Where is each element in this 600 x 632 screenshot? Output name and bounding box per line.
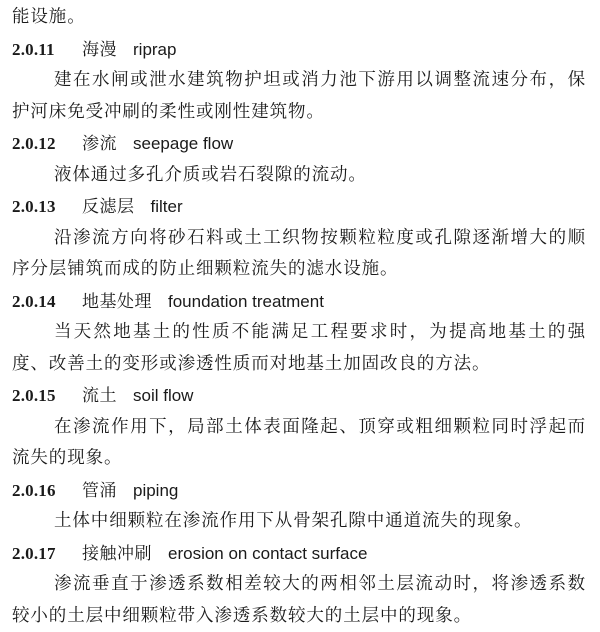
term-chinese: 反滤层 xyxy=(82,192,135,223)
term-chinese: 管涌 xyxy=(82,476,117,507)
term-number: 2.0.14 xyxy=(12,286,82,318)
term-entry xyxy=(12,34,586,129)
term-definition: 液体通过多孔介质或岩石裂隙的流动。 xyxy=(12,160,586,192)
term-number: 2.0.12 xyxy=(12,128,82,160)
term-heading xyxy=(12,286,586,318)
term-entry xyxy=(12,286,586,381)
term-english: seepage flow xyxy=(133,128,233,160)
term-number: 2.0.15 xyxy=(12,380,82,412)
term-number: 2.0.13 xyxy=(12,191,82,223)
term-heading xyxy=(12,128,586,160)
term-entry xyxy=(12,128,586,191)
term-definition: 土体中细颗粒在渗流作用下从骨架孔隙中通道流失的现象。 xyxy=(12,506,586,538)
term-number: 2.0.16 xyxy=(12,475,82,507)
term-english: riprap xyxy=(133,34,176,66)
term-entry xyxy=(12,538,586,632)
term-number: 2.0.11 xyxy=(12,34,82,66)
term-english: foundation treatment xyxy=(168,286,324,318)
term-heading xyxy=(12,475,586,507)
term-chinese: 海漫 xyxy=(82,35,117,66)
term-heading xyxy=(12,191,586,223)
term-chinese: 接触冲刷 xyxy=(82,539,152,570)
term-english: filter xyxy=(151,191,183,223)
term-chinese: 地基处理 xyxy=(82,287,152,318)
continuation-text: 能设施。 xyxy=(12,2,586,34)
term-english: erosion on contact surface xyxy=(168,538,367,570)
term-entry xyxy=(12,380,586,475)
term-definition: 在渗流作用下，局部土体表面隆起、顶穿或粗细颗粒同时浮起而流失的现象。 xyxy=(12,412,586,475)
term-entry xyxy=(12,475,586,538)
term-heading xyxy=(12,538,586,570)
term-entry xyxy=(12,191,586,286)
term-heading xyxy=(12,380,586,412)
term-definition: 建在水闸或泄水建筑物护坦或消力池下游用以调整流速分布，保护河床免受冲刷的柔性或刚性建筑物。 xyxy=(12,65,586,128)
term-definition: 沿渗流方向将砂石料或土工织物按颗粒粒度或孔隙逐渐增大的顺序分层铺筑而成的防止细颗粒流失的滤水设施。 xyxy=(12,223,586,286)
term-chinese: 渗流 xyxy=(82,129,117,160)
term-chinese: 流土 xyxy=(82,381,117,412)
term-english: piping xyxy=(133,475,178,507)
term-definition: 渗流垂直于渗透系数相差较大的两相邻土层流动时，将渗透系数较小的土层中细颗粒带入渗透系数较大的土层中的现象。 xyxy=(12,569,586,632)
term-number: 2.0.17 xyxy=(12,538,82,570)
term-heading xyxy=(12,34,586,66)
term-definition: 当天然地基土的性质不能满足工程要求时，为提高地基土的强度、改善土的变形或渗透性质而对地基土加固改良的方法。 xyxy=(12,317,586,380)
term-english: soil flow xyxy=(133,380,193,412)
